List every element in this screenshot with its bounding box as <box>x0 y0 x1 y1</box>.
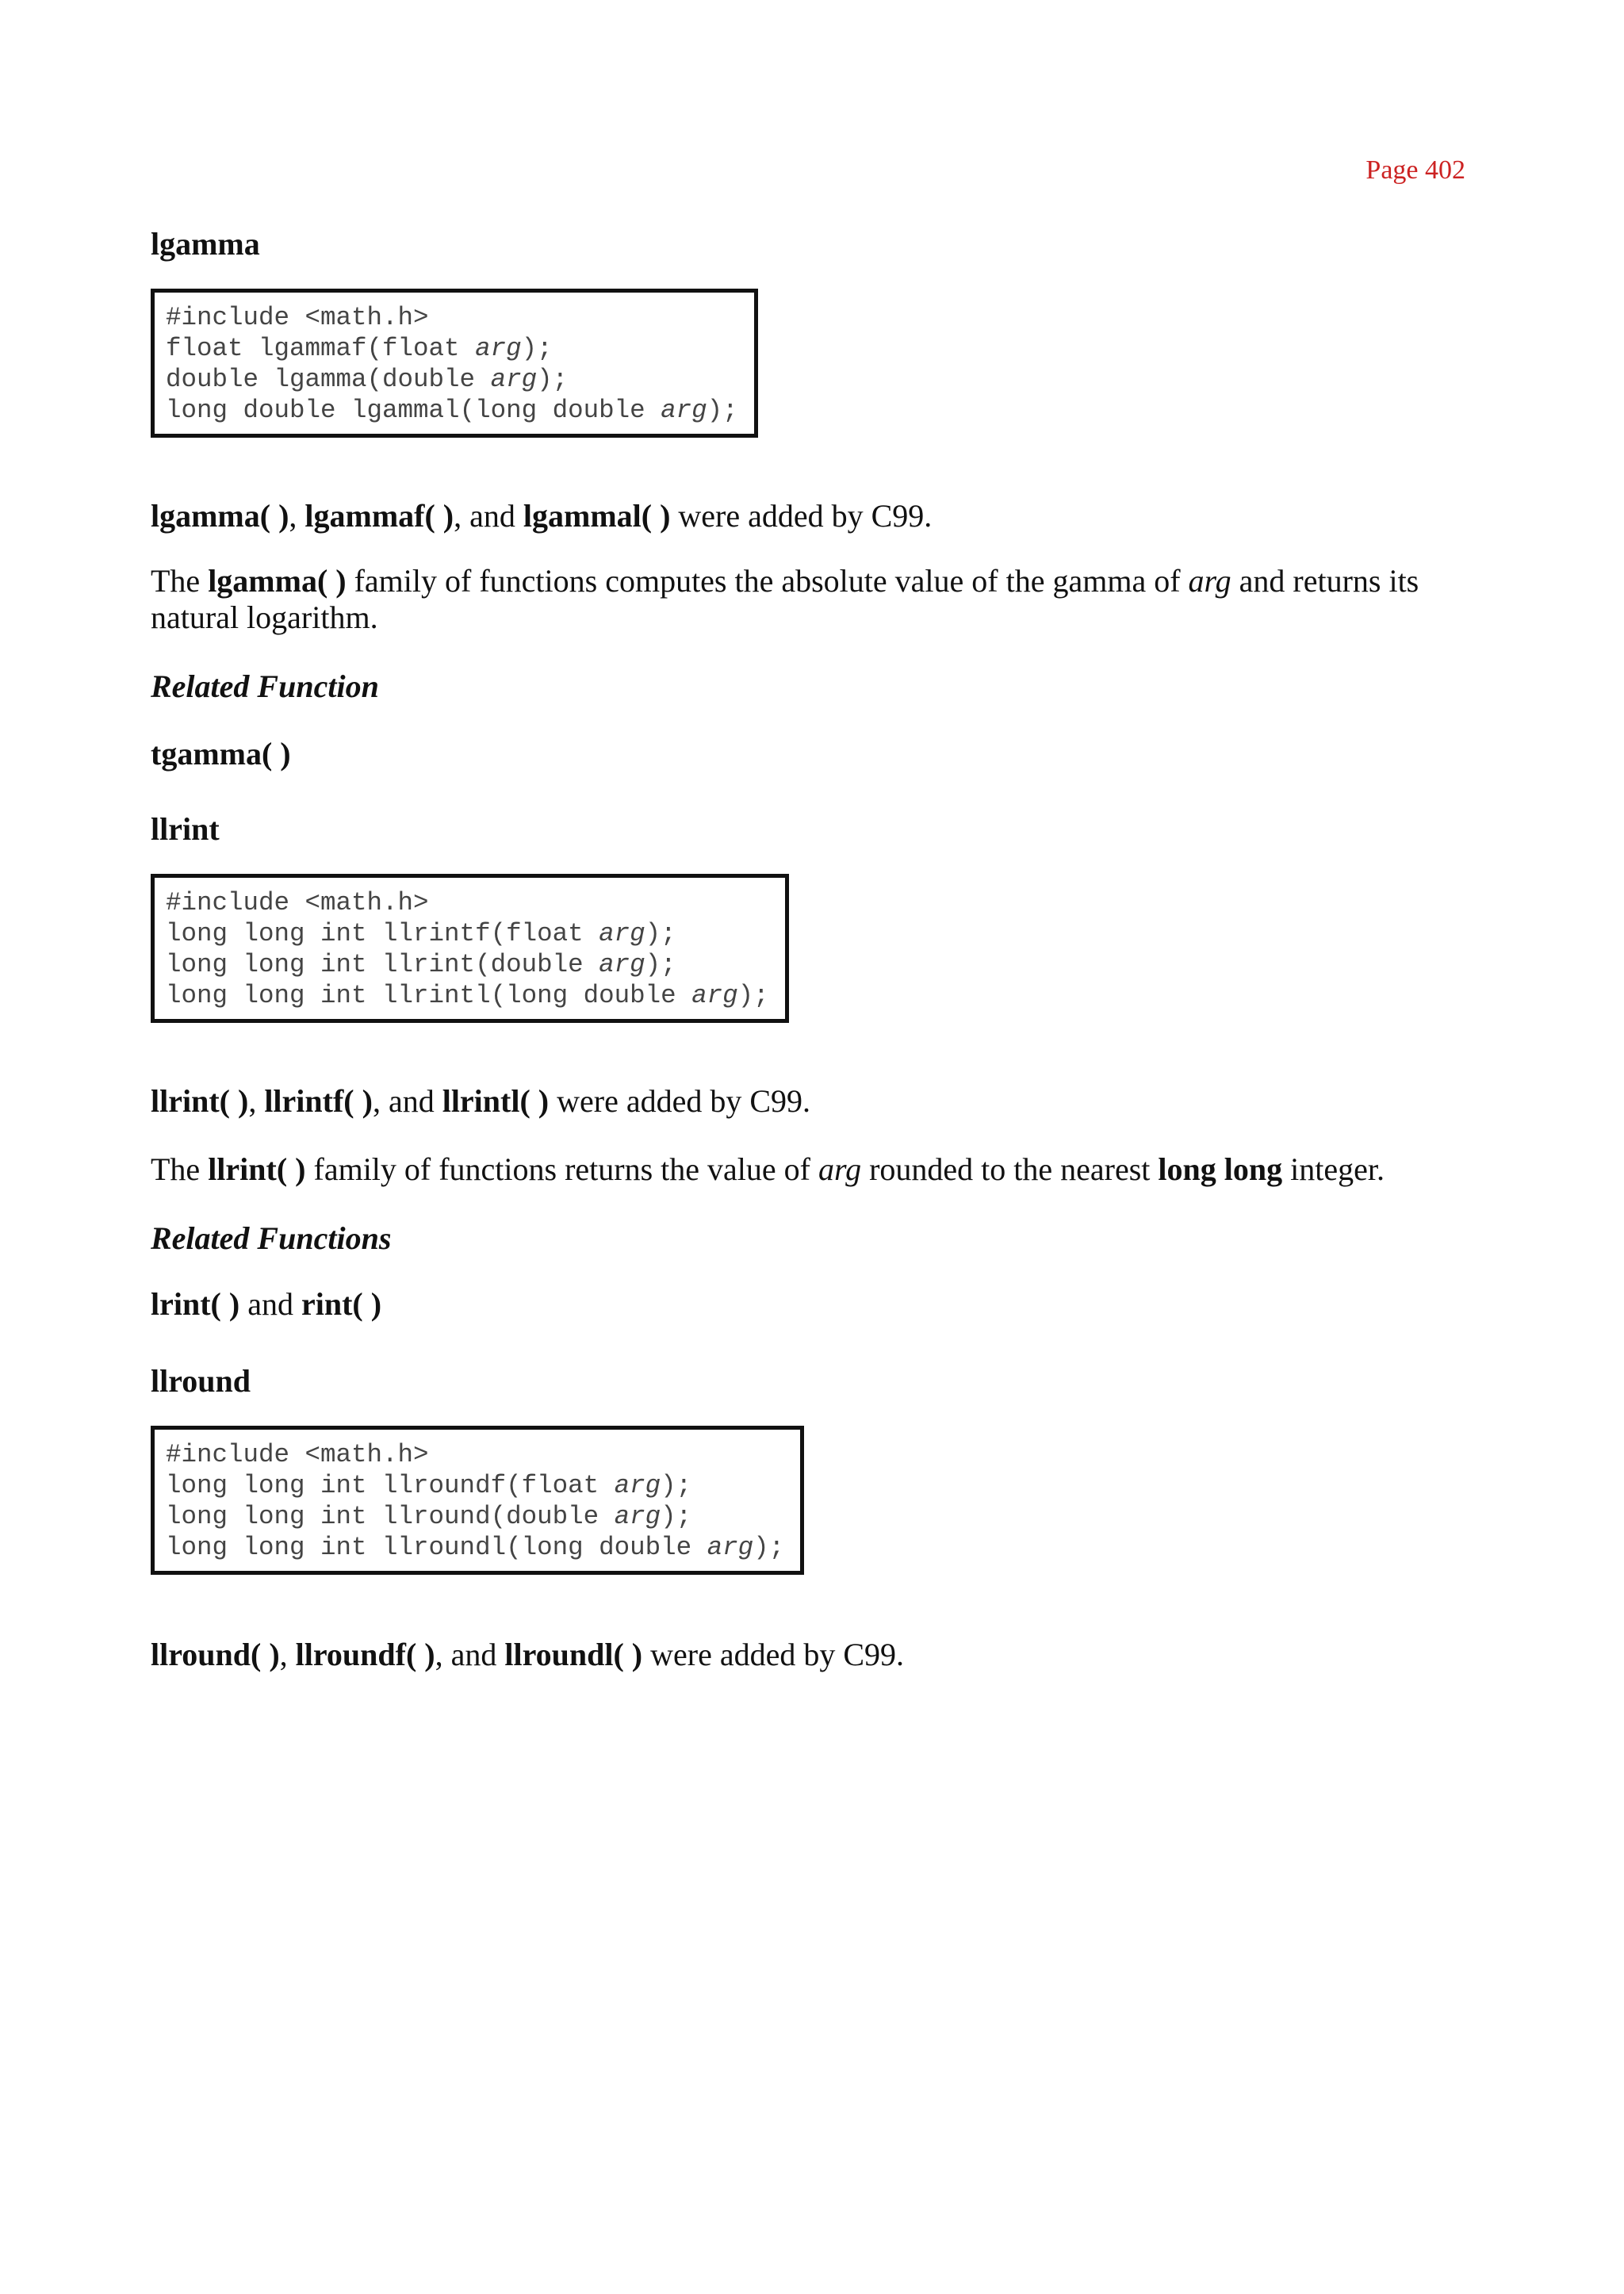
description: The llrint( ) family of functions returns the value of arg rounded to the nearest long long integer. <box>151 1151 1385 1187</box>
related-functions: lrint( ) and rint( ) <box>151 1286 382 1322</box>
section-llrint <box>151 810 1475 1023</box>
related-functions: tgamma( ) <box>151 736 291 772</box>
description: The lgamma( ) family of functions computes the absolute value of the gamma of arg and returns its natural logarithm. <box>151 563 1419 635</box>
section-title: lgamma <box>151 226 260 262</box>
added-note: llround( ), llroundf( ), and llroundl( ) were added by C99. <box>151 1637 905 1672</box>
code-line: long long int llroundl(long double arg); <box>166 1533 785 1562</box>
code-line: long double lgammal(long double arg); <box>166 396 738 425</box>
code-line: long long int llrint(double arg); <box>166 950 676 979</box>
added-note: lgamma( ), lgammaf( ), and lgammal( ) were added by C99. <box>151 498 933 534</box>
section-llround <box>151 1362 1475 1575</box>
code-line: #include <math.h> <box>166 888 429 917</box>
code-block <box>151 289 758 438</box>
code-line: double lgamma(double arg); <box>166 365 569 394</box>
section-title: llrint <box>151 811 220 847</box>
code-line: #include <math.h> <box>166 1440 429 1469</box>
page-number: Page 402 <box>1365 155 1465 185</box>
code-line: long long int llrintf(float arg); <box>166 919 676 948</box>
section-title: llround <box>151 1363 251 1399</box>
section-lgamma <box>151 225 1475 438</box>
code-line: long long int llround(double arg); <box>166 1502 692 1531</box>
related-label: Related Function <box>151 668 379 704</box>
code-block <box>151 874 789 1023</box>
code-line: long long int llrintl(long double arg); <box>166 981 769 1010</box>
code-line: #include <math.h> <box>166 303 429 332</box>
added-note: llrint( ), llrintf( ), and llrintl( ) were added by C99. <box>151 1083 811 1119</box>
code-line: float lgammaf(float arg); <box>166 334 553 363</box>
related-label: Related Functions <box>151 1220 392 1256</box>
code-block <box>151 1426 804 1575</box>
code-line: long long int llroundf(float arg); <box>166 1471 692 1500</box>
